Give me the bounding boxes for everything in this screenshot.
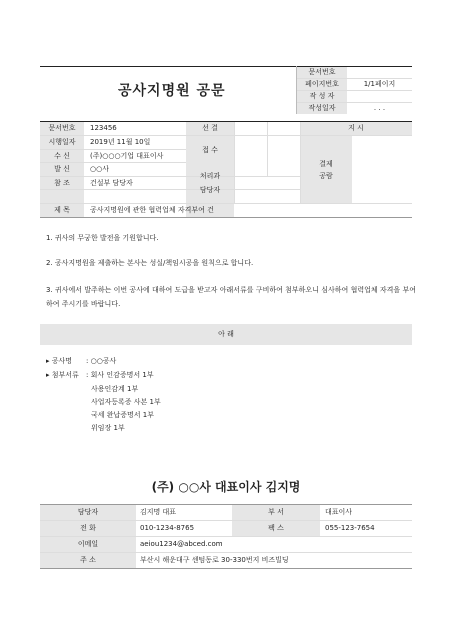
info-right-label-instruct: 지 시 bbox=[348, 124, 364, 132]
contact-value: aeiou1234@abced.com bbox=[140, 540, 223, 548]
docs-label: ▸ 첨부서류 bbox=[46, 371, 79, 379]
info-label: 시행일자 bbox=[48, 138, 76, 146]
signature: (주) ○○사 대표이사 김지명 bbox=[151, 480, 301, 494]
contact-rule bbox=[40, 520, 412, 521]
contact-value: 010-1234-8765 bbox=[140, 524, 195, 532]
contact-label: 부 서 bbox=[268, 508, 284, 516]
info-right-label-circulate: 공람 bbox=[319, 172, 333, 180]
info-col-rule bbox=[267, 122, 268, 176]
meta-rule bbox=[297, 102, 412, 103]
info-right-label-approval: 결제 bbox=[319, 160, 333, 168]
header-top-rule bbox=[40, 66, 412, 67]
info-value: (주)○○○기업 대표이사 bbox=[90, 152, 164, 160]
paragraph-3: 3. 귀사에서 발주하는 이번 공사에 대하여 도급을 받고자 아래서류를 구비하여 첨부하오니 심사하여 협력업체 자격을 부여하여 주시기를 바랍니다. bbox=[46, 286, 416, 308]
info-rule bbox=[40, 189, 300, 190]
info-value: ○○사 bbox=[90, 165, 109, 173]
contact-label: 팩 스 bbox=[268, 524, 284, 532]
meta-rule bbox=[297, 78, 412, 79]
info-value: 공사지명원에 관한 협력업체 자격부여 건 bbox=[90, 206, 214, 214]
below-heading: 아 래 bbox=[218, 330, 234, 338]
doc-item: : 회사 인감증명서 1부 bbox=[86, 371, 154, 379]
contact-label: 주 소 bbox=[80, 556, 96, 564]
info-mid-label: 담당자 bbox=[199, 186, 221, 194]
doc-item: 사용인감계 1부 bbox=[91, 385, 139, 393]
contact-label: 담당자 bbox=[77, 508, 99, 516]
info-label: 수 신 bbox=[54, 152, 70, 160]
info-rule bbox=[40, 176, 300, 177]
meta-label-doc-number: 문서번호 bbox=[308, 68, 336, 76]
meta-value-date: . . . bbox=[373, 104, 386, 112]
info-value: 건설부 담당자 bbox=[90, 179, 133, 187]
info-mid-label: 접 수 bbox=[202, 146, 218, 154]
doc-item: 국세 완납증명서 1부 bbox=[91, 411, 154, 419]
info-right-side-label bbox=[300, 135, 352, 203]
contact-value: 부산시 해운대구 센텀동로 30-330번지 비즈빌딩 bbox=[140, 556, 289, 564]
info-value: 123456 bbox=[90, 124, 117, 132]
paragraph-2: 2. 공사지명원을 제출하는 본사는 성실/책임시공을 원칙으로 합니다. bbox=[46, 259, 254, 267]
info-rule bbox=[40, 149, 186, 150]
contact-value: 055-123-7654 bbox=[325, 524, 375, 532]
info-rule bbox=[40, 203, 412, 204]
info-col-rule bbox=[234, 122, 235, 203]
info-label: 제 목 bbox=[54, 206, 70, 214]
info-rule bbox=[40, 162, 186, 163]
meta-rule bbox=[297, 90, 412, 91]
doc-item: 사업자등록증 사본 1부 bbox=[91, 398, 161, 406]
doc-item: 위임장 1부 bbox=[91, 424, 125, 432]
contact-label: 이메일 bbox=[77, 540, 99, 548]
info-table-bottom-rule bbox=[40, 217, 412, 218]
info-rule bbox=[40, 135, 412, 136]
project-value: : ○○공사 bbox=[86, 357, 117, 365]
project-label: ▸ 공사명 bbox=[46, 357, 73, 365]
paragraph-1: 1. 귀사의 무궁한 발전을 기원합니다. bbox=[46, 234, 159, 242]
contact-label: 전 화 bbox=[80, 524, 96, 532]
meta-value-page-number: 1/1페이지 bbox=[363, 80, 396, 88]
contact-rule bbox=[40, 536, 412, 537]
info-label: 참 조 bbox=[54, 179, 70, 187]
info-mid-label: 처리과 bbox=[199, 172, 221, 180]
info-mid-label: 선 결 bbox=[202, 124, 218, 132]
page-title: 공사지명원 공문 bbox=[118, 83, 226, 99]
contact-value: 대표이사 bbox=[325, 508, 353, 516]
meta-label-date: 작성일자 bbox=[308, 104, 336, 112]
contact-rule bbox=[40, 552, 412, 553]
meta-label-page-number: 페이지번호 bbox=[305, 80, 339, 88]
info-label: 문서번호 bbox=[48, 124, 76, 132]
contact-table-bottom-rule bbox=[40, 568, 412, 569]
meta-label-author: 작 성 자 bbox=[309, 92, 335, 100]
contact-value: 김지명 대표 bbox=[140, 508, 177, 516]
info-value: 2019년 11월 10일 bbox=[90, 138, 151, 146]
info-label: 발 신 bbox=[54, 165, 70, 173]
